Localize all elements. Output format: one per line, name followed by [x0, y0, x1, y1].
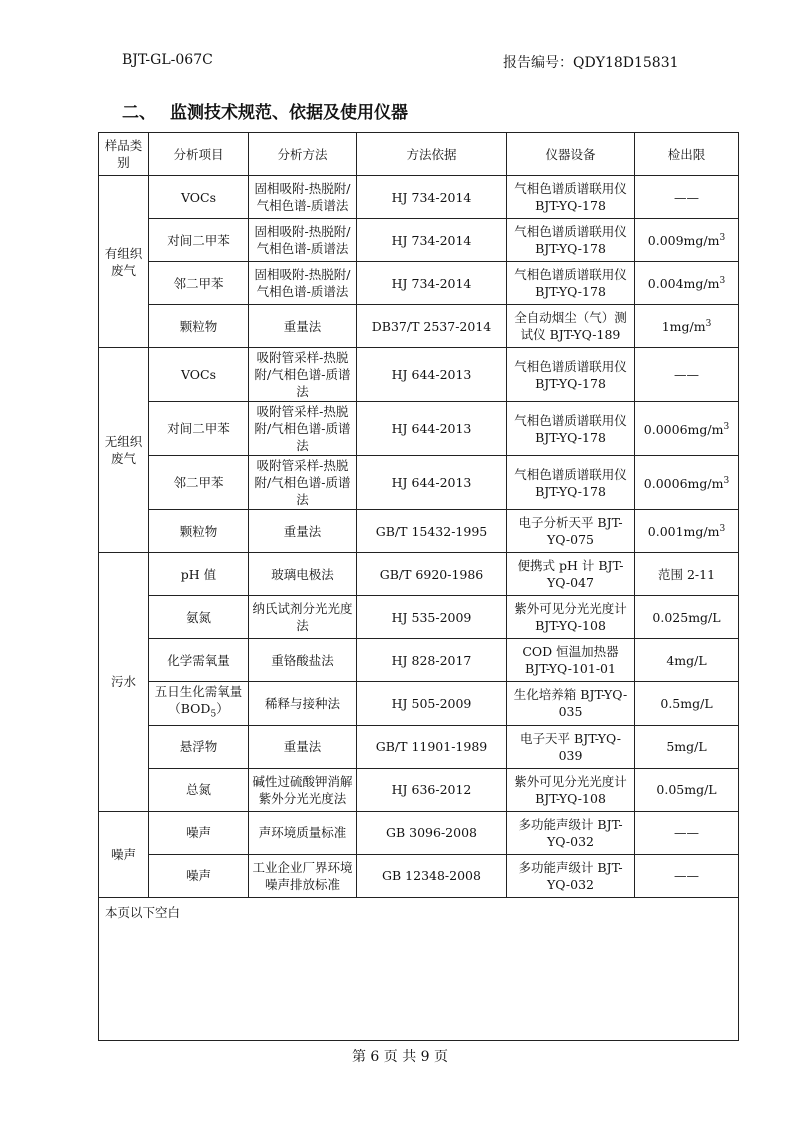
sample-category: 有组织废气 [99, 176, 149, 348]
table-row [99, 725, 739, 768]
analysis-item-text: 颗粒物 [179, 318, 218, 334]
detection-limit-value: 范围 2-11 [657, 566, 716, 582]
detection-limit-value: —— [674, 189, 699, 205]
analysis-item-text: VOCs [180, 367, 217, 382]
table-row [99, 219, 739, 262]
detection-limit [635, 219, 739, 262]
analysis-method: 吸附管采样-热脱附/气相色谱-质谱法 [249, 402, 357, 456]
table-row [99, 596, 739, 639]
analysis-item-text: 五日生化需氧量（BOD [154, 684, 243, 716]
detection-limit [635, 305, 739, 348]
column-header: 分析方法 [249, 133, 357, 176]
instrument: 气相色谱质谱联用仪 BJT-YQ-178 [507, 176, 635, 219]
instrument: 多功能声级计 BJT-YQ-032 [507, 811, 635, 854]
section-number: 二、 [122, 103, 156, 123]
table-row [99, 305, 739, 348]
detection-limit [635, 682, 739, 726]
column-header: 分析项目 [149, 133, 249, 176]
remark-text: 本页以下空白 [99, 897, 739, 1040]
analysis-method: 声环境质量标准 [249, 811, 357, 854]
sample-category: 噪声 [99, 811, 149, 897]
analysis-item-tail: ） [216, 701, 229, 716]
remark-row [99, 897, 739, 1040]
detection-limit [635, 639, 739, 682]
method-basis: HJ 644-2013 [357, 402, 507, 456]
method-basis: HJ 636-2012 [357, 768, 507, 811]
sample-category: 污水 [99, 553, 149, 812]
detection-limit [635, 510, 739, 553]
column-header: 检出限 [635, 133, 739, 176]
analysis-item [149, 305, 249, 348]
table-row [99, 768, 739, 811]
instrument: 生化培养箱 BJT-YQ-035 [507, 682, 635, 726]
method-basis: HJ 734-2014 [357, 176, 507, 219]
analysis-item-text: 对间二甲苯 [167, 421, 230, 436]
detection-limit-superscript: 3 [719, 276, 726, 287]
method-basis: HJ 535-2009 [357, 596, 507, 639]
detection-limit-value: 0.004mg/m [647, 276, 720, 292]
detection-limit [635, 456, 739, 510]
instrument: 气相色谱质谱联用仪 BJT-YQ-178 [507, 402, 635, 456]
analysis-method: 稀释与接种法 [249, 682, 357, 726]
instrument: 电子天平 BJT-YQ-039 [507, 725, 635, 768]
analysis-method: 固相吸附-热脱附/气相色谱-质谱法 [249, 262, 357, 305]
table-row [99, 682, 739, 726]
analysis-method: 工业企业厂界环境噪声排放标准 [249, 854, 357, 897]
detection-limit-value: —— [674, 825, 699, 840]
detection-limit [635, 811, 739, 854]
analysis-method: 玻璃电极法 [249, 553, 357, 596]
analysis-item [149, 768, 249, 811]
detection-limit [635, 596, 739, 639]
detection-limit-value: 0.0006mg/m [643, 476, 724, 492]
analysis-item [149, 639, 249, 682]
detection-limit-value: 0.025mg/L [652, 609, 721, 625]
analysis-item [149, 854, 249, 897]
table-row [99, 639, 739, 682]
method-basis: HJ 828-2017 [357, 639, 507, 682]
detection-limit-value: 4mg/L [666, 652, 707, 668]
detection-limit-value: 0.05mg/L [656, 782, 717, 797]
monitoring-methods-table [98, 132, 739, 1041]
analysis-item-text: 总氮 [185, 782, 211, 797]
analysis-item [149, 456, 249, 510]
section-title [122, 98, 408, 123]
instrument: 气相色谱质谱联用仪 BJT-YQ-178 [507, 348, 635, 402]
table-row [99, 854, 739, 897]
analysis-item [149, 596, 249, 639]
detection-limit [635, 725, 739, 768]
detection-limit [635, 262, 739, 305]
analysis-method: 固相吸附-热脱附/气相色谱-质谱法 [249, 176, 357, 219]
column-header: 仪器设备 [507, 133, 635, 176]
analysis-item-text: 化学需氧量 [167, 652, 230, 668]
method-basis: HJ 644-2013 [357, 456, 507, 510]
analysis-method: 重量法 [249, 305, 357, 348]
table-row [99, 348, 739, 402]
column-header: 方法依据 [357, 133, 507, 176]
table-row [99, 456, 739, 510]
detection-limit-superscript: 3 [719, 233, 726, 244]
analysis-method: 固相吸附-热脱附/气相色谱-质谱法 [249, 219, 357, 262]
table-row [99, 262, 739, 305]
instrument: 气相色谱质谱联用仪 BJT-YQ-178 [507, 456, 635, 510]
detection-limit-value: —— [674, 868, 699, 883]
method-basis: HJ 734-2014 [357, 219, 507, 262]
method-basis: GB/T 6920-1986 [357, 553, 507, 596]
table-row [99, 176, 739, 219]
method-basis: HJ 644-2013 [357, 348, 507, 402]
analysis-item-text: 悬浮物 [179, 739, 218, 754]
instrument: 气相色谱质谱联用仪 BJT-YQ-178 [507, 262, 635, 305]
analysis-item [149, 811, 249, 854]
detection-limit [635, 854, 739, 897]
detection-limit-superscript: 3 [719, 524, 726, 535]
sample-category: 无组织废气 [99, 348, 149, 553]
table-header-row [99, 133, 739, 176]
analysis-item-text: 对间二甲苯 [167, 232, 230, 248]
instrument: COD 恒温加热器 BJT-YQ-101-01 [507, 639, 635, 682]
analysis-item-text: 噪声 [185, 825, 211, 840]
analysis-method: 重量法 [249, 725, 357, 768]
analysis-item [149, 176, 249, 219]
table-row [99, 402, 739, 456]
detection-limit [635, 768, 739, 811]
detection-limit-value: 5mg/L [666, 739, 707, 754]
analysis-item [149, 348, 249, 402]
analysis-item-text: VOCs [180, 189, 217, 205]
analysis-method: 碱性过硫酸钾消解紫外分光光度法 [249, 768, 357, 811]
analysis-item-text: 邻二甲苯 [173, 275, 224, 291]
method-basis: GB 12348-2008 [357, 854, 507, 897]
instrument: 多功能声级计 BJT-YQ-032 [507, 854, 635, 897]
analysis-item [149, 402, 249, 456]
analysis-item [149, 262, 249, 305]
page-number: 第 6 页 共 9 页 [351, 1049, 449, 1065]
detection-limit-value: 0.001mg/m [647, 524, 720, 540]
table-row [99, 553, 739, 596]
detection-limit-value: —— [674, 367, 699, 382]
detection-limit-value: 0.0006mg/m [643, 422, 724, 438]
analysis-method: 纳氏试剂分光光度法 [249, 596, 357, 639]
analysis-item [149, 725, 249, 768]
detection-limit-superscript: 3 [723, 475, 730, 486]
method-basis: DB37/T 2537-2014 [357, 305, 507, 348]
detection-limit-value: 1mg/m [661, 319, 706, 335]
method-basis: HJ 505-2009 [357, 682, 507, 726]
analysis-method: 重量法 [249, 510, 357, 553]
analysis-item-text: 颗粒物 [179, 523, 218, 539]
analysis-item-text: 氨氮 [185, 609, 211, 625]
instrument: 紫外可见分光光度计 BJT-YQ-108 [507, 768, 635, 811]
instrument: 紫外可见分光光度计 BJT-YQ-108 [507, 596, 635, 639]
method-basis: GB/T 15432-1995 [357, 510, 507, 553]
analysis-method: 重铬酸盐法 [249, 639, 357, 682]
analysis-item [149, 682, 249, 726]
analysis-item [149, 219, 249, 262]
method-basis: GB/T 11901-1989 [357, 725, 507, 768]
instrument: 气相色谱质谱联用仪 BJT-YQ-178 [507, 219, 635, 262]
detection-limit [635, 176, 739, 219]
instrument: 便携式 pH 计 BJT-YQ-047 [507, 553, 635, 596]
method-basis: GB 3096-2008 [357, 811, 507, 854]
table-row [99, 811, 739, 854]
detection-limit [635, 402, 739, 456]
analysis-item-subscript: 5 [210, 709, 217, 720]
analysis-item [149, 510, 249, 553]
detection-limit-value: 0.009mg/m [647, 233, 720, 249]
detection-limit [635, 553, 739, 596]
section-title-text: 监测技术规范、依据及使用仪器 [170, 103, 408, 123]
table-row [99, 510, 739, 553]
analysis-item-text: pH 值 [180, 566, 217, 582]
document-code: BJT-GL-067C [122, 52, 213, 68]
detection-limit-value: 0.5mg/L [660, 695, 713, 711]
method-basis: HJ 734-2014 [357, 262, 507, 305]
analysis-method: 吸附管采样-热脱附/气相色谱-质谱法 [249, 348, 357, 402]
instrument: 电子分析天平 BJT-YQ-075 [507, 510, 635, 553]
detection-limit [635, 348, 739, 402]
column-header: 样品类别 [99, 133, 149, 176]
analysis-item-text: 邻二甲苯 [173, 475, 224, 490]
analysis-item-text: 噪声 [185, 868, 211, 883]
analysis-item [149, 553, 249, 596]
analysis-method: 吸附管采样-热脱附/气相色谱-质谱法 [249, 456, 357, 510]
instrument: 全自动烟尘（气）测试仪 BJT-YQ-189 [507, 305, 635, 348]
report-number: 报告编号：QDY18D15831 [503, 55, 679, 71]
detection-limit-superscript: 3 [705, 319, 712, 330]
detection-limit-superscript: 3 [723, 421, 730, 432]
